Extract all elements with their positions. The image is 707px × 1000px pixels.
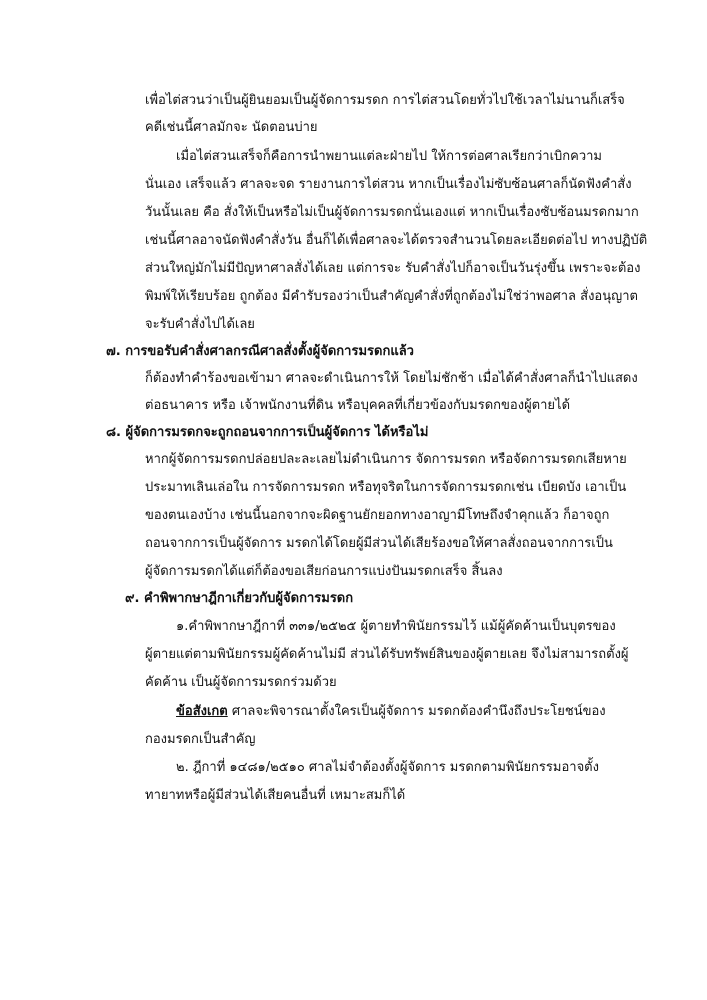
text-line: วันนั้นเลย คือ สั่งให้เป็นหรือไม่เป็นผู้จัดการมรดกนั่นเองแต่ หากเป็นเรื่องซับซ้อนมรดกมาก — [145, 205, 639, 220]
text-line: ผู้ตายแต่ตามพินัยกรรมผู้คัดค้านไม่มี ส่วนได้รับทรัพย์สินของผู้ตายเลย จึงไม่สามารถตั้งผู้ — [145, 647, 629, 662]
note-line — [176, 703, 606, 721]
text-line: เพื่อไต่สวนว่าเป็นผู้ยินยอมเป็นผู้จัดการมรดก การไต่สวนโดยทั่วไปใช้เวลาไม่นานก็เสร็จ — [145, 93, 625, 108]
text-line: เมื่อไต่สวนเสร็จก็คือการนำพยานแต่ละฝ่ายไป ให้การต่อศาลเรียกว่าเบิกความ — [176, 149, 602, 164]
text-line: ก็ต้องทำคำร้องขอเข้ามา ศาลจะดำเนินการให้ โดยไม่ชักช้า เมื่อได้คำสั่งศาลก็นำไปแสดง — [145, 371, 638, 386]
section-heading: ๘. ผู้จัดการมรดกจะถูกถอนจากการเป็นผู้จัดการ ได้หรือไม่ — [106, 425, 429, 440]
section-heading: ๗. การขอรับคำสั่งศาลกรณีศาลสั่งตั้งผู้จัดการมรดกแล้ว — [106, 344, 414, 359]
text-line: ถอนจากการเป็นผู้จัดการ มรดกได้โดยผู้มีส่วนได้เสียร้องขอให้ศาลสั่งถอนจากการเป็น — [145, 536, 613, 551]
note-label: ข้อสังเกต — [176, 704, 228, 719]
text-line: ทายาทหรือผู้มีส่วนได้เสียคนอื่นที่ เหมาะสมก็ได้ — [145, 788, 406, 803]
text-line: ๑.คำพิพากษาฎีกาที่ ๓๓๑/๒๕๒๕ ผู้ตายทำพินัยกรรมไว้ แม้ผู้คัดค้านเป็นบุตรของ — [176, 619, 616, 634]
text-line: ส่วนใหญ่มักไม่มีปัญหาศาลสั่งได้เลย แต่การจะ รับคำสั่งไปก็อาจเป็นวันรุ่งขึ้น เพราะจะต้อง — [145, 261, 641, 276]
text-line: คดีเช่นนี้ศาลมักจะ นัดตอนบ่าย — [145, 120, 318, 135]
text-line: คัดค้าน เป็นผู้จัดการมรดกร่วมด้วย — [145, 675, 337, 690]
text-line: ผู้จัดการมรดกได้แต่ก็ต้องขอเสียก่อนการแบ่งปันมรดกเสร็จ สิ้นลง — [145, 564, 503, 579]
note-text: ศาลจะพิจารณาตั้งใครเป็นผู้จัดการ มรดกต้องคำนึงถึงประโยชน์ของ — [227, 704, 606, 719]
text-line: กองมรดกเป็นสำคัญ — [145, 732, 256, 747]
text-line: ประมาทเลินเล่อใน การจัดการมรดก หรือทุจริตในการจัดการมรดกเช่น เบียดบัง เอาเป็น — [145, 480, 627, 495]
text-line: ต่อธนาคาร หรือ เจ้าพนักงานที่ดิน หรือบุคคลที่เกี่ยวข้องกับมรดกของผู้ตายได้ — [145, 398, 571, 413]
text-line: ของตนเองบ้าง เช่นนี้นอกจากจะผิดฐานยักยอกทางอาญามีโทษถึงจำคุกแล้ว ก็อาจถูก — [145, 508, 610, 523]
text-line: หากผู้จัดการมรดกปล่อยปละละเลยไม่ดำเนินการ จัดการมรดก หรือจัดการมรดกเสียหาย — [145, 452, 627, 467]
section-heading: ๙. คำพิพากษาฎีกาเกี่ยวกับผู้จัดการมรดก — [125, 591, 354, 606]
text-line: พิมพ์ให้เรียบร้อย ถูกต้อง มีคำรับรองว่าเป็นสำคัญคำสั่งที่ถูกต้องไม่ใช่ว่าพอศาล สั่งอนุญาต — [145, 289, 638, 304]
text-line: นั่นเอง เสร็จแล้ว ศาลจะจด รายงานการไต่สวน หากเป็นเรื่องไม่ซับซ้อนศาลก็นัดฟังคำสั่ง — [145, 177, 632, 192]
text-line: ๒. ฎีกาที่ ๑๔๘๑/๒๕๑๐ ศาลไม่จำต้องตั้งผู้จัดการ มรดกตามพินัยกรรมอาจตั้ง — [176, 760, 599, 775]
text-line: เช่นนี้ศาลอาจนัดฟังคำสั่งวัน อื่นก็ได้เพื่อศาลจะได้ตรวจสำนวนโดยละเอียดต่อไป ทางปฏิบัติ — [145, 233, 648, 248]
text-line: จะรับคำสั่งไปได้เลย — [145, 317, 255, 332]
